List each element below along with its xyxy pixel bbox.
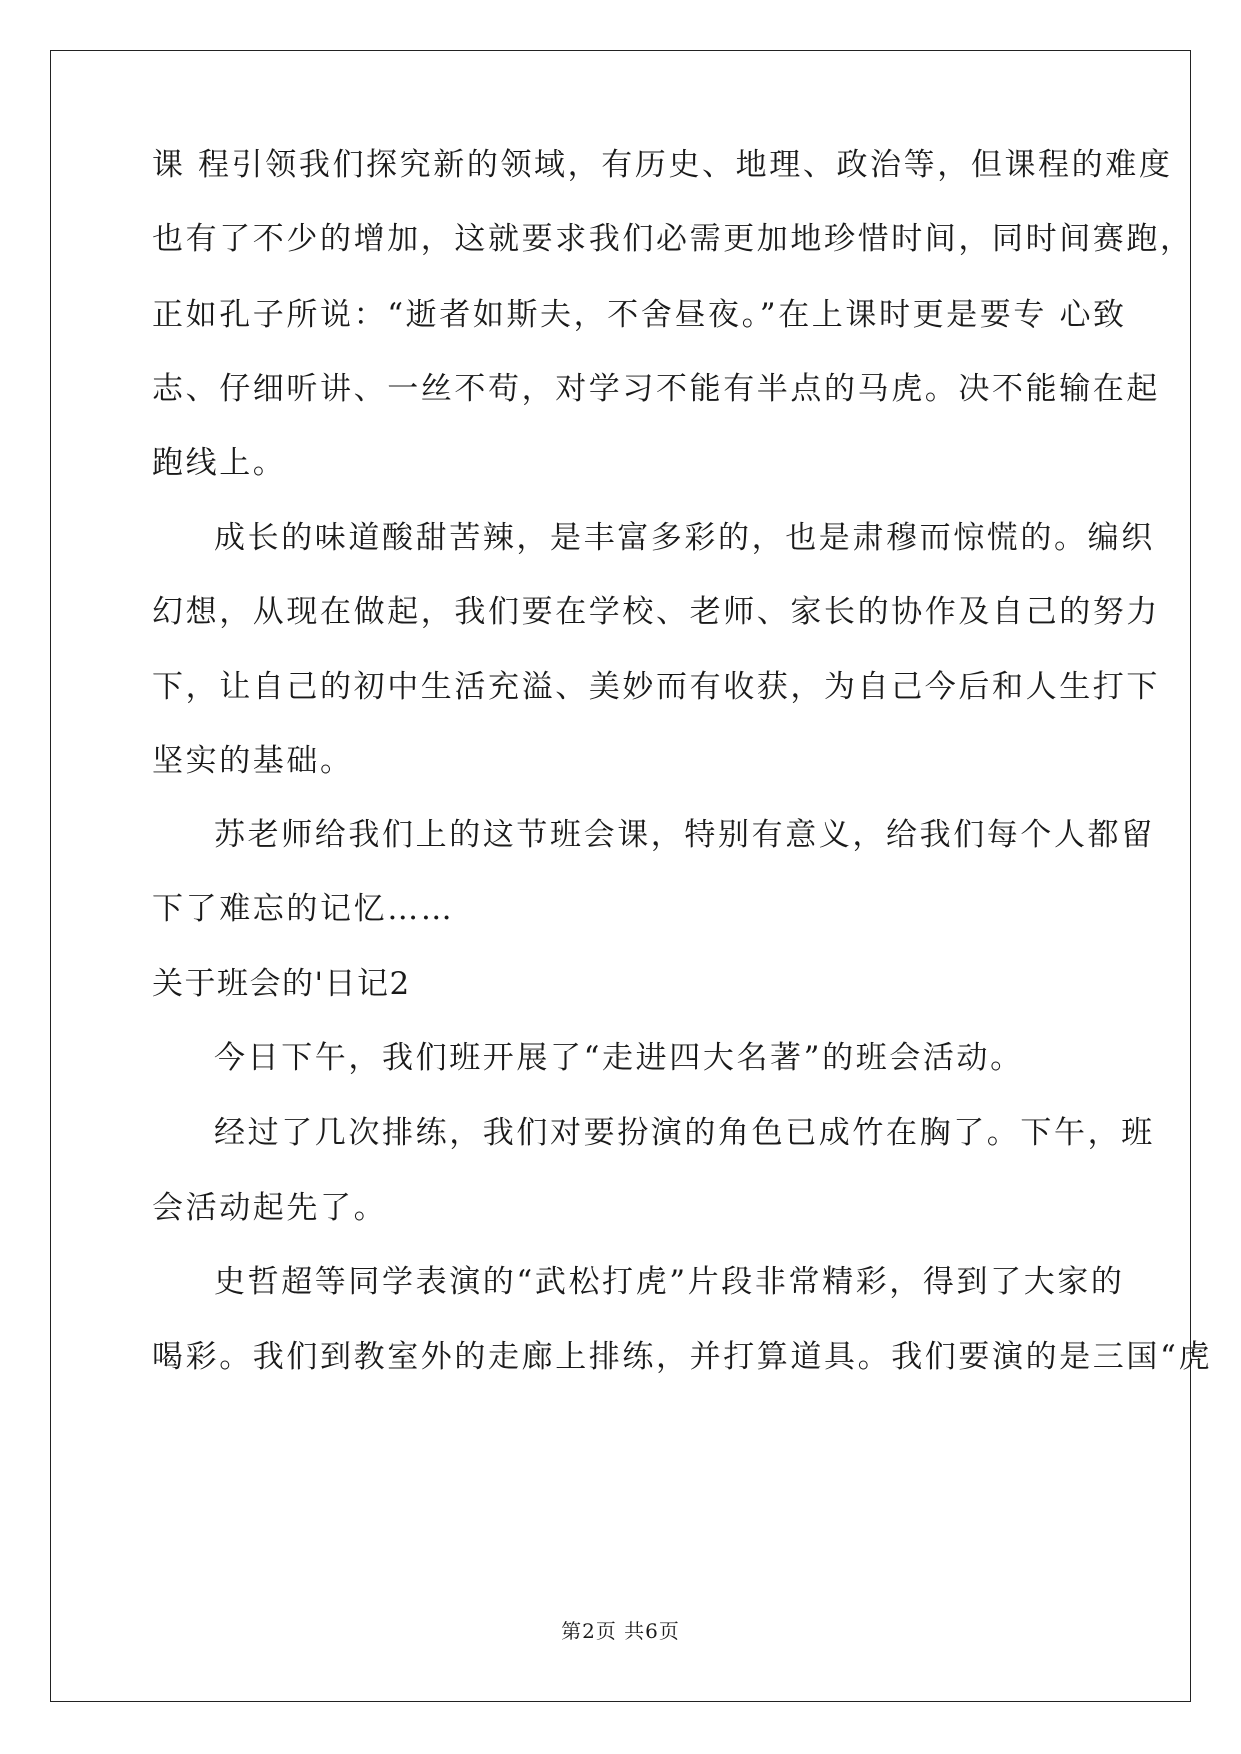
text-line: 下，让自己的初中生活充溢、美妙而有收获，为自己今后和人生打下 xyxy=(152,669,1160,705)
text-line: 坚实的基础。 xyxy=(152,743,354,779)
text-line: 正如孔子所说：“逝者如斯夫，不舍昼夜。”在上课时更是要专 心致 xyxy=(152,297,1127,333)
text-line: 也有了不少的增加，这就要求我们必需更加地珍惜时间，同时间赛跑， xyxy=(152,221,1194,257)
text-line: 今日下午，我们班开展了“走进四大名著”的班会活动。 xyxy=(214,1040,1024,1076)
text-line: 喝彩。我们到教室外的走廊上排练，并打算道具。我们要演的是三国“虎 xyxy=(152,1339,1213,1375)
page-footer: 第2页 共6页 xyxy=(561,1619,680,1643)
text-line: 经过了几次排练，我们对要扮演的角色已成竹在胸了。下午，班 xyxy=(214,1115,1155,1151)
text-line: 下了难忘的记忆…… xyxy=(152,891,455,927)
text-line: 跑线上。 xyxy=(152,445,287,481)
text-line: 会活动起先了。 xyxy=(152,1190,388,1226)
section-heading: 关于班会的'日记2 xyxy=(152,966,411,1002)
text-line: 史哲超等同学表演的“武松打虎”片段非常精彩，得到了大家的 xyxy=(214,1264,1125,1300)
text-line: 课 程引领我们探究新的领域，有历史、地理、政治等，但课程的难度 xyxy=(152,147,1173,183)
text-line: 幻想，从现在做起，我们要在学校、老师、家长的协作及自己的努力 xyxy=(152,594,1160,630)
text-line: 苏老师给我们上的这节班会课，特别有意义，给我们每个人都留 xyxy=(214,817,1155,853)
text-line: 成长的味道酸甜苦辣，是丰富多彩的，也是肃穆而惊慌的。编织 xyxy=(214,520,1155,556)
text-line: 志、仔细听讲、一丝不苟，对学习不能有半点的马虎。决不能输在起 xyxy=(152,371,1160,407)
